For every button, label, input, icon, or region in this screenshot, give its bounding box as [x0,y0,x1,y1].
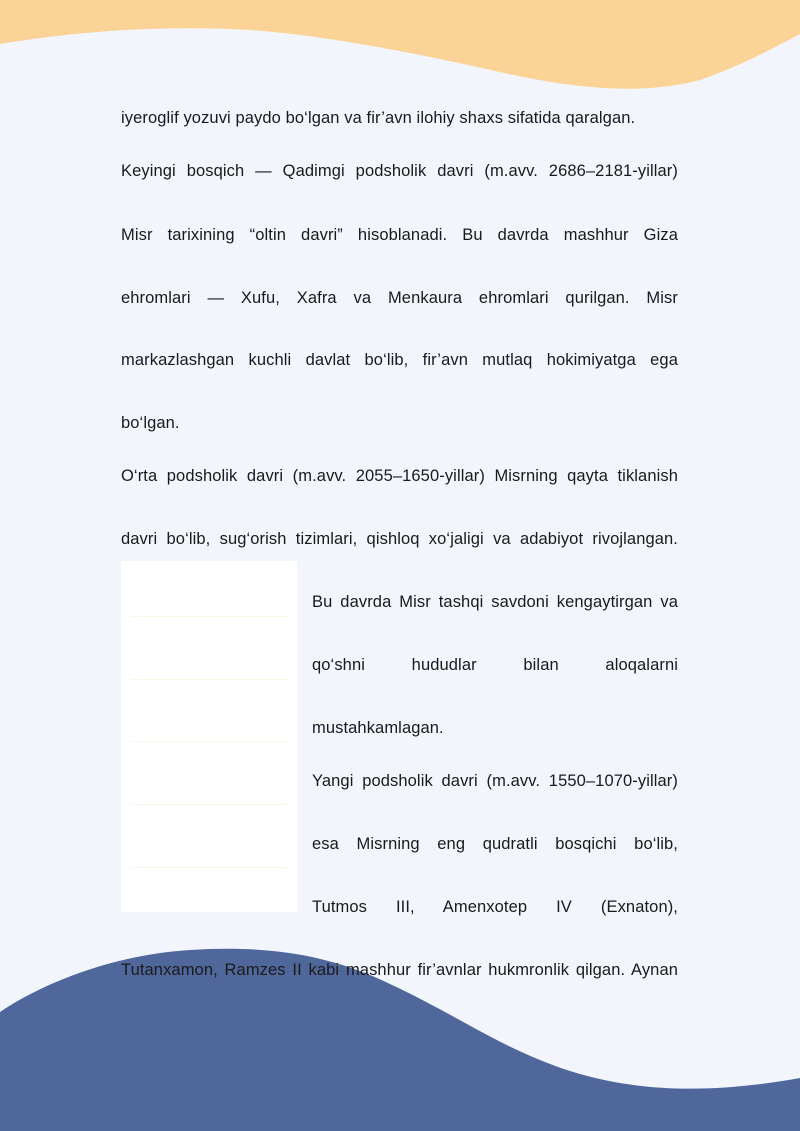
paragraph-line: bo‘lgan. [121,414,180,432]
paragraph-line: Bu davrda Misr tashqi savdoni kengaytirgan va [312,593,678,611]
paragraph-line: esa Misrning eng qudratli bosqichi bo‘lib, [312,835,678,853]
paragraph-line: markazlashgan kuchli davlat bo‘lib, fir’avn mutlaq hokimiyatga ega [121,351,678,369]
paragraph-line: Yangi podsholik davri (m.avv. 1550–1070-yillar) [312,772,678,790]
paragraph-line: davri bo‘lib, sug‘orish tizimlari, qishloq xo‘jaligi va adabiyot rivojlangan. [121,530,678,548]
paragraph-line: Misr tarixining “oltin davri” hisoblanadi. Bu davrda mashhur Giza [121,226,678,244]
figure-decoration [131,679,287,680]
paragraph-line: O‘rta podsholik davri (m.avv. 2055–1650-yillar) Misrning qayta tiklanish [121,467,678,485]
paragraph-line: qo‘shni hududlar bilan aloqalarni [312,656,678,674]
figure-decoration [131,867,287,868]
paragraph-line: Tutanxamon, Ramzes II kabi mashhur fir’avnlar hukmronlik qilgan. Aynan [121,961,678,979]
paragraph-line: mustahkamlagan. [312,719,444,737]
paragraph-line: Keyingi bosqich — Qadimgi podsholik davri (m.avv. 2686–2181-yillar) [121,162,678,180]
paragraph-line: Tutmos III, Amenxotep IV (Exnaton), [312,898,678,916]
figure-decoration [131,804,287,805]
image-placeholder [121,561,297,912]
figure-decoration [131,741,287,742]
paragraph-line: ehromlari — Xufu, Xafra va Menkaura ehromlari qurilgan. Misr [121,289,678,307]
figure-decoration [131,616,287,617]
paragraph-line: iyeroglif yozuvi paydo bo‘lgan va fir’avn ilohiy shaxs sifatida qaralgan. [121,109,636,127]
